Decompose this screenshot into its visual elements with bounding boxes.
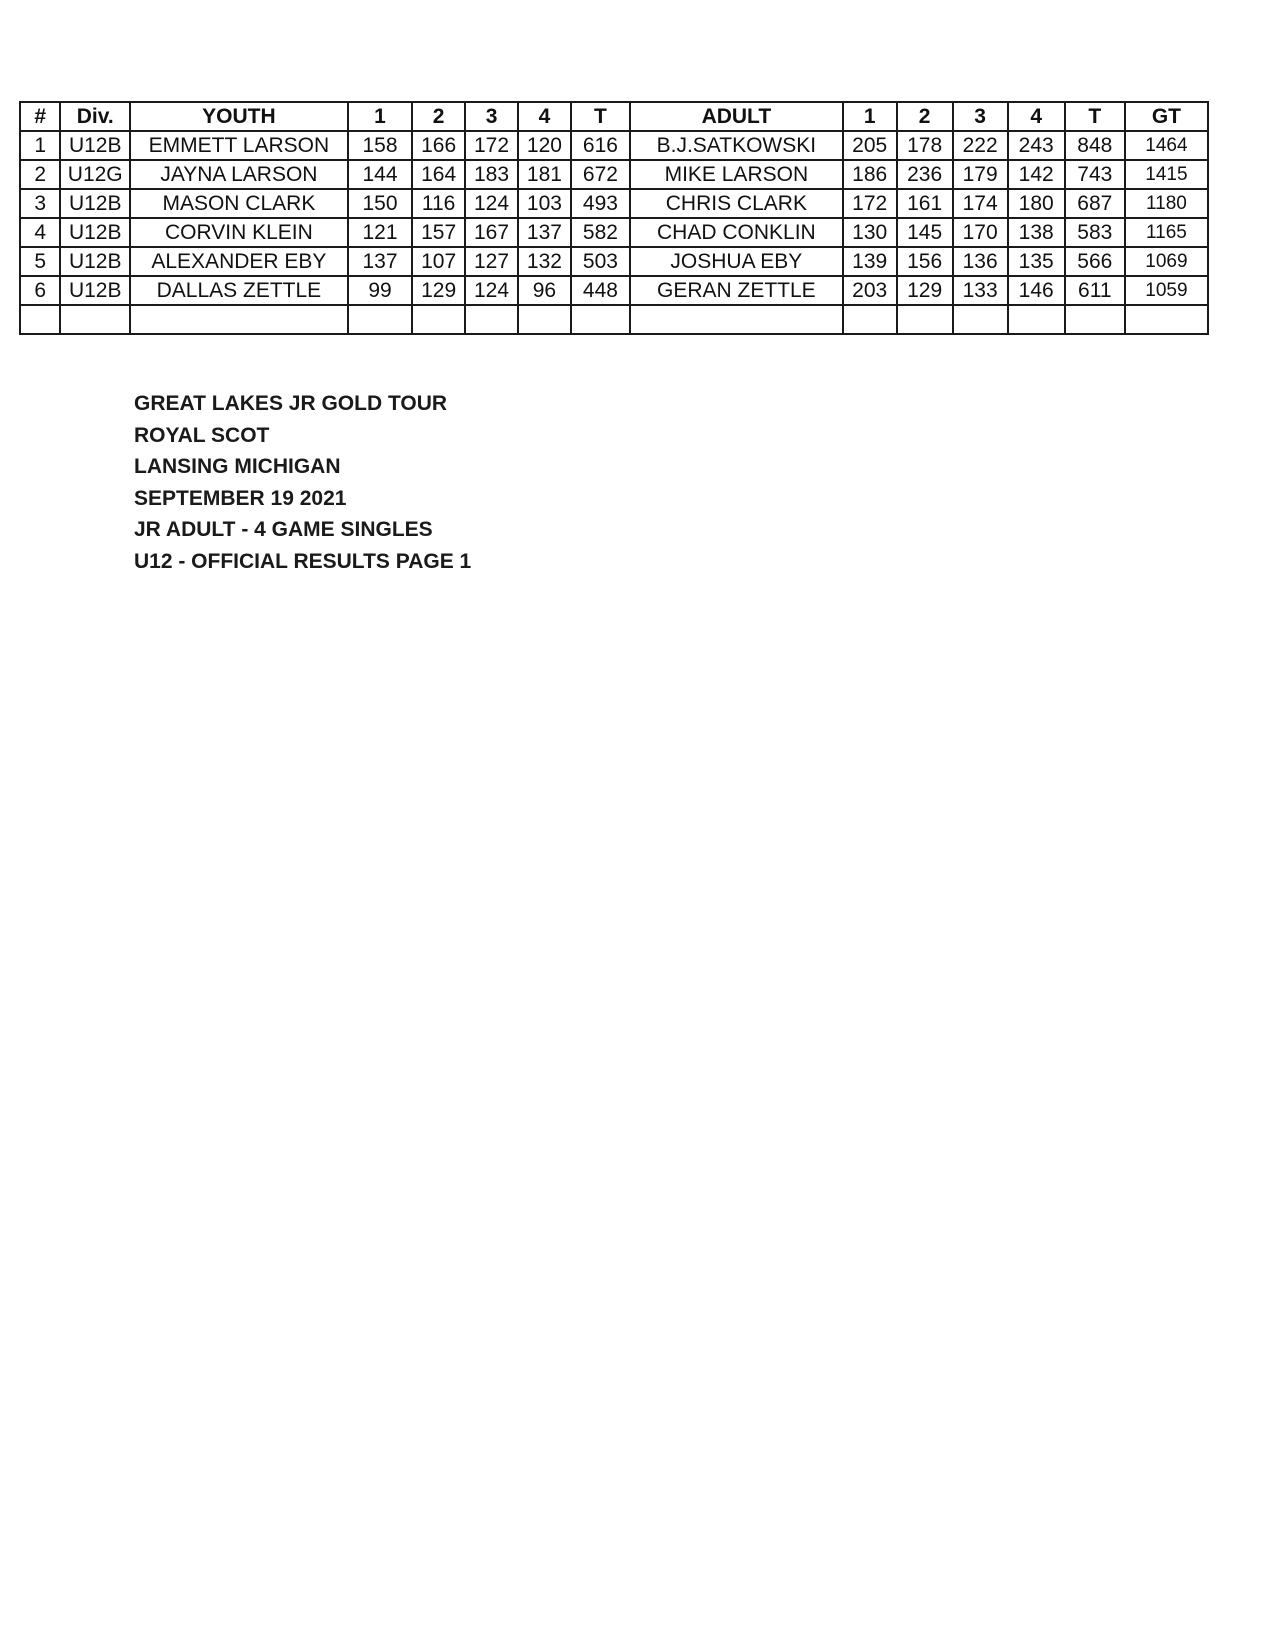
cell-adult-game-2 bbox=[897, 305, 953, 334]
cell-adult-total: 566 bbox=[1065, 247, 1125, 276]
cell-adult-game-2: 145 bbox=[897, 218, 953, 247]
cell-division: U12B bbox=[60, 131, 130, 160]
results-table bbox=[19, 101, 1209, 335]
table-body bbox=[20, 131, 1208, 334]
cell-adult-name: CHRIS CLARK bbox=[630, 189, 843, 218]
cell-youth-total: 582 bbox=[571, 218, 630, 247]
cell-adult-game-1: 186 bbox=[843, 160, 897, 189]
cell-youth-game-2: 129 bbox=[412, 276, 465, 305]
header-division: Div. bbox=[60, 102, 130, 131]
cell-youth-game-1: 137 bbox=[348, 247, 412, 276]
cell-division: U12B bbox=[60, 276, 130, 305]
cell-grand-total: 1415 bbox=[1125, 160, 1208, 189]
cell-division: U12B bbox=[60, 218, 130, 247]
header-youth-game-2: 2 bbox=[412, 102, 465, 131]
cell-youth-game-1 bbox=[348, 305, 412, 334]
cell-adult-game-1: 130 bbox=[843, 218, 897, 247]
cell-adult-total: 611 bbox=[1065, 276, 1125, 305]
table-header bbox=[20, 102, 1208, 131]
cell-adult-game-1: 172 bbox=[843, 189, 897, 218]
header-adult-game-4: 4 bbox=[1008, 102, 1065, 131]
cell-grand-total: 1464 bbox=[1125, 131, 1208, 160]
cell-youth-game-1: 150 bbox=[348, 189, 412, 218]
cell-youth-game-4: 137 bbox=[518, 218, 571, 247]
event-info bbox=[134, 388, 471, 577]
cell-youth-game-4: 132 bbox=[518, 247, 571, 276]
cell-youth-game-1: 158 bbox=[348, 131, 412, 160]
tour-name: GREAT LAKES JR GOLD TOUR bbox=[134, 392, 448, 415]
cell-division: U12G bbox=[60, 160, 130, 189]
header-youth-game-4: 4 bbox=[518, 102, 571, 131]
table-row bbox=[20, 218, 1208, 247]
cell-grand-total: 1165 bbox=[1125, 218, 1208, 247]
cell-youth-game-2: 166 bbox=[412, 131, 465, 160]
header-youth: YOUTH bbox=[130, 102, 348, 131]
header-youth-total: T bbox=[571, 102, 630, 131]
cell-adult-game-4: 138 bbox=[1008, 218, 1065, 247]
cell-youth-total: 672 bbox=[571, 160, 630, 189]
cell-adult-game-3: 136 bbox=[953, 247, 1008, 276]
cell-adult-game-2: 161 bbox=[897, 189, 953, 218]
cell-adult-name: MIKE LARSON bbox=[630, 160, 843, 189]
cell-adult-game-3 bbox=[953, 305, 1008, 334]
cell-adult-game-4: 142 bbox=[1008, 160, 1065, 189]
cell-adult-game-2: 236 bbox=[897, 160, 953, 189]
cell-youth-game-4 bbox=[518, 305, 571, 334]
cell-youth-name: CORVIN KLEIN bbox=[130, 218, 348, 247]
table-row bbox=[20, 131, 1208, 160]
cell-youth-game-3 bbox=[465, 305, 518, 334]
header-adult-total: T bbox=[1065, 102, 1125, 131]
cell-adult-total: 583 bbox=[1065, 218, 1125, 247]
header-adult-game-3: 3 bbox=[953, 102, 1008, 131]
header-grand-total: GT bbox=[1125, 102, 1208, 131]
cell-youth-game-4: 120 bbox=[518, 131, 571, 160]
header-row bbox=[20, 102, 1208, 131]
cell-adult-name: JOSHUA EBY bbox=[630, 247, 843, 276]
cell-adult-name: GERAN ZETTLE bbox=[630, 276, 843, 305]
table-row bbox=[20, 305, 1208, 334]
cell-adult-game-4: 135 bbox=[1008, 247, 1065, 276]
event-location: LANSING MICHIGAN bbox=[134, 455, 341, 478]
cell-youth-game-3: 172 bbox=[465, 131, 518, 160]
cell-adult-game-1: 205 bbox=[843, 131, 897, 160]
cell-rank: 5 bbox=[20, 247, 60, 276]
cell-division bbox=[60, 305, 130, 334]
cell-youth-game-2: 157 bbox=[412, 218, 465, 247]
table-row bbox=[20, 247, 1208, 276]
cell-youth-game-1: 144 bbox=[348, 160, 412, 189]
cell-adult-game-3: 133 bbox=[953, 276, 1008, 305]
cell-youth-name: DALLAS ZETTLE bbox=[130, 276, 348, 305]
cell-rank: 2 bbox=[20, 160, 60, 189]
event-format: JR ADULT - 4 GAME SINGLES bbox=[134, 518, 433, 541]
cell-adult-name: B.J.SATKOWSKI bbox=[630, 131, 843, 160]
cell-youth-game-4: 181 bbox=[518, 160, 571, 189]
header-adult-game-1: 1 bbox=[843, 102, 897, 131]
header-youth-game-3: 3 bbox=[465, 102, 518, 131]
cell-youth-total: 493 bbox=[571, 189, 630, 218]
cell-adult-game-4 bbox=[1008, 305, 1065, 334]
cell-youth-name: EMMETT LARSON bbox=[130, 131, 348, 160]
cell-youth-game-3: 167 bbox=[465, 218, 518, 247]
cell-adult-game-4: 180 bbox=[1008, 189, 1065, 218]
cell-youth-total: 503 bbox=[571, 247, 630, 276]
cell-adult-game-1: 139 bbox=[843, 247, 897, 276]
cell-adult-game-3: 222 bbox=[953, 131, 1008, 160]
cell-adult-game-3: 170 bbox=[953, 218, 1008, 247]
cell-adult-total: 743 bbox=[1065, 160, 1125, 189]
cell-adult-name bbox=[630, 305, 843, 334]
cell-grand-total: 1059 bbox=[1125, 276, 1208, 305]
cell-adult-game-1: 203 bbox=[843, 276, 897, 305]
cell-adult-game-2: 178 bbox=[897, 131, 953, 160]
cell-youth-game-1: 121 bbox=[348, 218, 412, 247]
event-date: SEPTEMBER 19 2021 bbox=[134, 486, 347, 510]
cell-adult-name: CHAD CONKLIN bbox=[630, 218, 843, 247]
cell-youth-game-3: 124 bbox=[465, 189, 518, 218]
cell-youth-game-3: 183 bbox=[465, 160, 518, 189]
cell-youth-name: JAYNA LARSON bbox=[130, 160, 348, 189]
cell-youth-game-1: 99 bbox=[348, 276, 412, 305]
cell-rank: 6 bbox=[20, 276, 60, 305]
cell-adult-game-3: 174 bbox=[953, 189, 1008, 218]
cell-youth-game-2 bbox=[412, 305, 465, 334]
cell-adult-game-4: 243 bbox=[1008, 131, 1065, 160]
cell-youth-game-2: 107 bbox=[412, 247, 465, 276]
table-row bbox=[20, 160, 1208, 189]
header-adult-game-2: 2 bbox=[897, 102, 953, 131]
cell-grand-total: 1069 bbox=[1125, 247, 1208, 276]
cell-youth-total: 616 bbox=[571, 131, 630, 160]
cell-youth-total: 448 bbox=[571, 276, 630, 305]
cell-adult-game-2: 129 bbox=[897, 276, 953, 305]
table-row bbox=[20, 189, 1208, 218]
cell-grand-total: 1180 bbox=[1125, 189, 1208, 218]
cell-adult-total: 848 bbox=[1065, 131, 1125, 160]
cell-adult-total: 687 bbox=[1065, 189, 1125, 218]
cell-youth-name: MASON CLARK bbox=[130, 189, 348, 218]
cell-grand-total bbox=[1125, 305, 1208, 334]
cell-youth-game-4: 96 bbox=[518, 276, 571, 305]
cell-adult-total bbox=[1065, 305, 1125, 334]
header-adult: ADULT bbox=[630, 102, 843, 131]
cell-adult-game-2: 156 bbox=[897, 247, 953, 276]
cell-youth-name bbox=[130, 305, 348, 334]
cell-division: U12B bbox=[60, 189, 130, 218]
cell-youth-name: ALEXANDER EBY bbox=[130, 247, 348, 276]
cell-division: U12B bbox=[60, 247, 130, 276]
cell-youth-game-3: 124 bbox=[465, 276, 518, 305]
table-row bbox=[20, 276, 1208, 305]
cell-adult-game-4: 146 bbox=[1008, 276, 1065, 305]
cell-adult-game-1 bbox=[843, 305, 897, 334]
results-title: U12 - OFFICIAL RESULTS PAGE 1 bbox=[134, 549, 472, 573]
venue-name: ROYAL SCOT bbox=[134, 423, 270, 447]
cell-rank bbox=[20, 305, 60, 334]
cell-rank: 4 bbox=[20, 218, 60, 247]
cell-youth-game-3: 127 bbox=[465, 247, 518, 276]
cell-youth-total bbox=[571, 305, 630, 334]
header-youth-game-1: 1 bbox=[348, 102, 412, 131]
header-rank: # bbox=[20, 102, 60, 131]
cell-youth-game-2: 164 bbox=[412, 160, 465, 189]
cell-rank: 1 bbox=[20, 131, 60, 160]
cell-adult-game-3: 179 bbox=[953, 160, 1008, 189]
cell-youth-game-4: 103 bbox=[518, 189, 571, 218]
cell-rank: 3 bbox=[20, 189, 60, 218]
cell-youth-game-2: 116 bbox=[412, 189, 465, 218]
